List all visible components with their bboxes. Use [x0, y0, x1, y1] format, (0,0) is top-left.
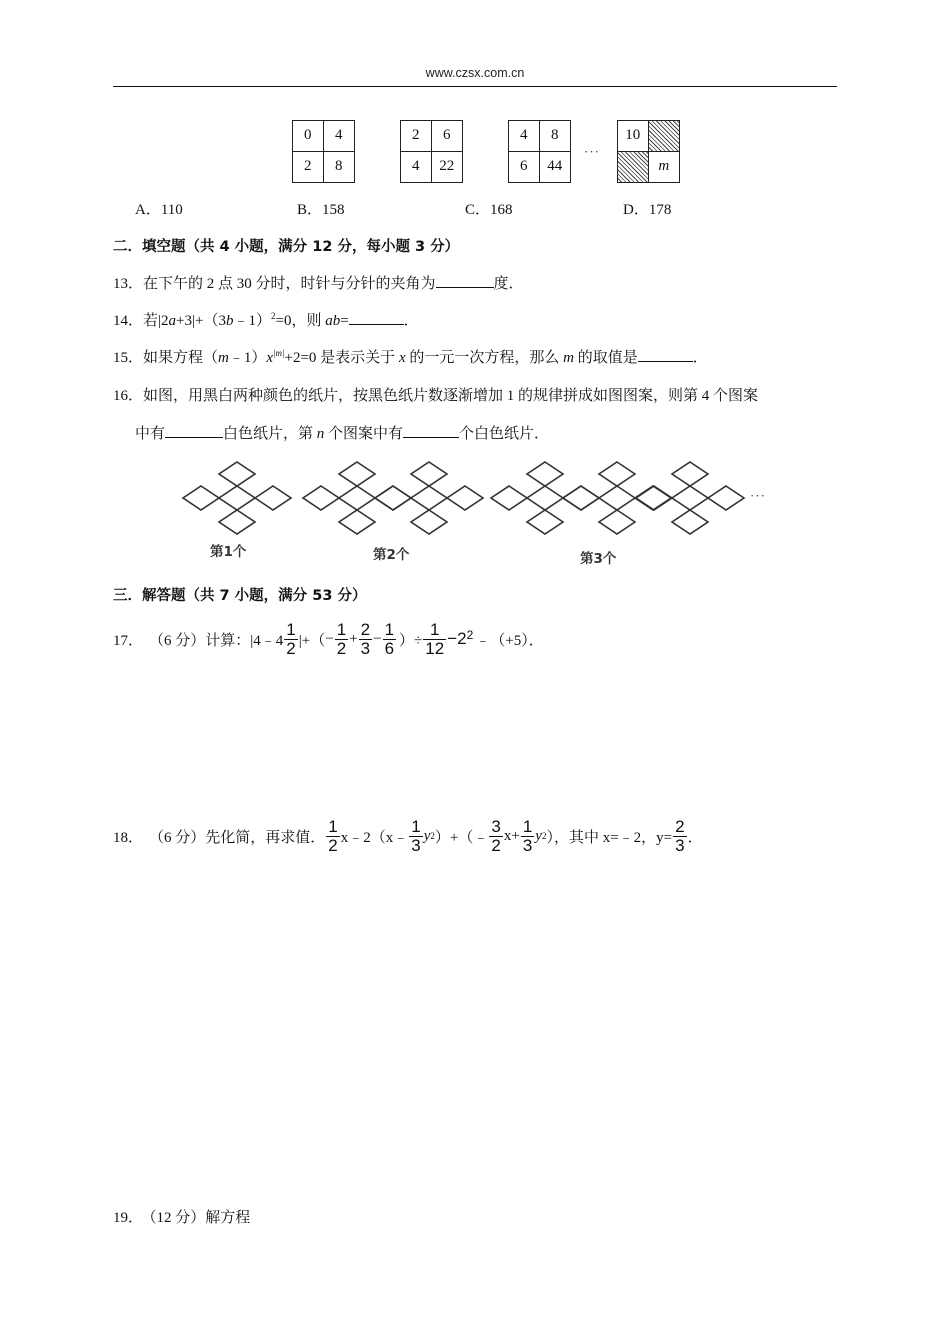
option-b: B．158	[297, 202, 345, 218]
pattern-3-label: 第3个	[580, 551, 617, 567]
pattern-3	[491, 462, 744, 534]
fraction	[326, 818, 339, 855]
math-text: ）÷	[399, 632, 423, 649]
question-text: 若|2	[143, 313, 169, 329]
question-18	[113, 812, 703, 860]
exponent: 2	[541, 831, 547, 841]
math-text: ）+（﹣	[434, 829, 489, 846]
exponent: 2	[270, 311, 276, 321]
math-text: ．	[687, 829, 703, 846]
variable: ab	[325, 313, 341, 329]
grid-cell: 6	[509, 152, 540, 183]
variable: x	[398, 350, 406, 366]
fraction	[521, 818, 534, 855]
question-text: =	[340, 313, 349, 329]
exponent: 2	[430, 831, 435, 841]
math-text: |+（	[298, 632, 326, 649]
numerator: 1	[328, 816, 338, 836]
denominator: 2	[328, 835, 338, 855]
question-text: =0，则	[275, 313, 326, 329]
question-text: 个白色纸片．	[459, 426, 550, 442]
numerator: 1	[522, 816, 533, 836]
question-number: 14．	[113, 313, 144, 329]
denominator: 3	[675, 835, 685, 855]
math-text: x+	[503, 827, 520, 844]
question-text: 白色纸片，第	[223, 426, 317, 442]
question-text: ．	[692, 350, 708, 366]
variable: y	[535, 827, 542, 844]
question-text: ﹣1）	[228, 350, 267, 366]
section-2-title: 二．填空题（共 4 小题，满分 12 分，每小题 3 分）	[113, 239, 460, 255]
grid-cell: 44	[547, 158, 563, 175]
grid-cell: 4	[324, 121, 355, 152]
question-text: 在下午的 2 点 30 分时，时针与分针的夹角为	[143, 276, 436, 292]
math-text: ﹣（+5）．	[475, 632, 544, 649]
math-text: |4﹣4	[250, 632, 284, 649]
grid-cell: 4	[509, 121, 540, 152]
numerator: 1	[411, 816, 421, 836]
variable: n	[316, 426, 325, 442]
sequence-ellipsis: ···	[584, 144, 600, 159]
header-url: www.czsx.com.cn	[425, 66, 525, 80]
grid-cell: 6	[432, 121, 463, 152]
question-text: 如图，用黑白两种颜色的纸片，按黑色纸片数逐渐增加 1 的规律拼成如图图案，则第 4 个图案	[143, 388, 759, 404]
pattern-ellipsis: ···	[750, 488, 766, 503]
question-number: 15．	[113, 350, 144, 366]
variable: m	[218, 350, 229, 366]
pattern-1	[183, 462, 291, 534]
grid-cell: 0	[293, 121, 324, 152]
question-text: 度．	[493, 276, 524, 292]
numerator: 1	[336, 619, 347, 639]
fraction	[359, 621, 372, 658]
fraction	[409, 818, 422, 855]
option-a: A．110	[135, 202, 183, 218]
fraction	[284, 621, 297, 658]
denominator: 2	[286, 638, 296, 658]
grid-cell: 4	[401, 152, 432, 183]
numerator: 1	[430, 619, 440, 639]
math-text: −	[373, 630, 382, 647]
question-text: +2=0 是表示关于	[284, 350, 399, 366]
grid-cell: 2	[293, 152, 324, 183]
option-c: C．168	[465, 202, 513, 218]
math-text: −2	[447, 629, 467, 648]
denominator: 3	[522, 835, 533, 855]
exponent: |m|	[273, 348, 285, 358]
denominator: 6	[384, 638, 395, 658]
pattern-1-label: 第1个	[210, 544, 247, 560]
fraction	[423, 621, 446, 658]
math-text: x﹣2（x﹣	[340, 829, 409, 846]
grid-cell-unknown: m	[658, 158, 670, 175]
grid-cell: 2	[401, 121, 432, 152]
grid-cell: 8	[335, 158, 343, 175]
variable: a	[168, 313, 177, 329]
variable: y	[423, 827, 431, 844]
numerator: 2	[675, 816, 685, 836]
question-number: 18．	[113, 829, 144, 846]
numerator: 1	[286, 619, 296, 639]
fraction	[489, 818, 502, 855]
math-text: ），其中 x=﹣2，y=	[546, 829, 673, 846]
math-text: −	[325, 630, 334, 647]
question-text: （12 分）解方程	[149, 1210, 251, 1226]
denominator: 3	[411, 835, 421, 855]
question-text: ．	[403, 313, 419, 329]
grid-cell: 22	[439, 158, 455, 175]
variable: x	[266, 350, 274, 366]
question-text: （6 分）计算：	[149, 632, 251, 649]
grid-cell: 8	[540, 121, 571, 152]
question-number: 16．	[113, 388, 144, 404]
section-3-title: 三．解答题（共 7 小题，满分 53 分）	[113, 588, 367, 604]
pattern-2-label: 第2个	[373, 547, 410, 563]
denominator: 12	[425, 638, 445, 658]
fraction	[335, 621, 348, 658]
question-number: 19．	[113, 1210, 144, 1226]
numerator: 3	[491, 816, 501, 836]
question-text: ﹣1）	[233, 313, 271, 329]
question-number: 17．	[113, 632, 144, 649]
grid-cell: 10	[618, 121, 649, 152]
question-19	[113, 1206, 250, 1227]
question-text: 个图案中有	[324, 426, 404, 442]
question-number: 13．	[113, 276, 144, 292]
diamond-pattern-figure	[0, 0, 950, 600]
variable: b	[225, 313, 234, 329]
numerator: 2	[360, 619, 371, 639]
question-17	[113, 617, 544, 661]
math-text: +	[349, 630, 358, 647]
variable: m	[563, 350, 574, 366]
denominator: 3	[360, 638, 371, 658]
question-text: +3|+（3	[176, 313, 226, 329]
numerator: 1	[384, 619, 395, 639]
question-text: 如果方程（	[143, 350, 219, 366]
denominator: 2	[336, 638, 347, 658]
question-text: 的一元一次方程，那么	[405, 350, 564, 366]
fraction	[673, 818, 686, 855]
exponent: 2	[466, 628, 474, 642]
option-d: D．178	[623, 202, 672, 218]
question-text: 中有	[135, 426, 166, 442]
question-text: （6 分）先化简，再求值．	[149, 829, 326, 846]
denominator: 2	[491, 835, 501, 855]
pattern-2	[303, 462, 483, 534]
question-text: 的取值是	[573, 350, 638, 366]
fraction	[383, 621, 396, 658]
